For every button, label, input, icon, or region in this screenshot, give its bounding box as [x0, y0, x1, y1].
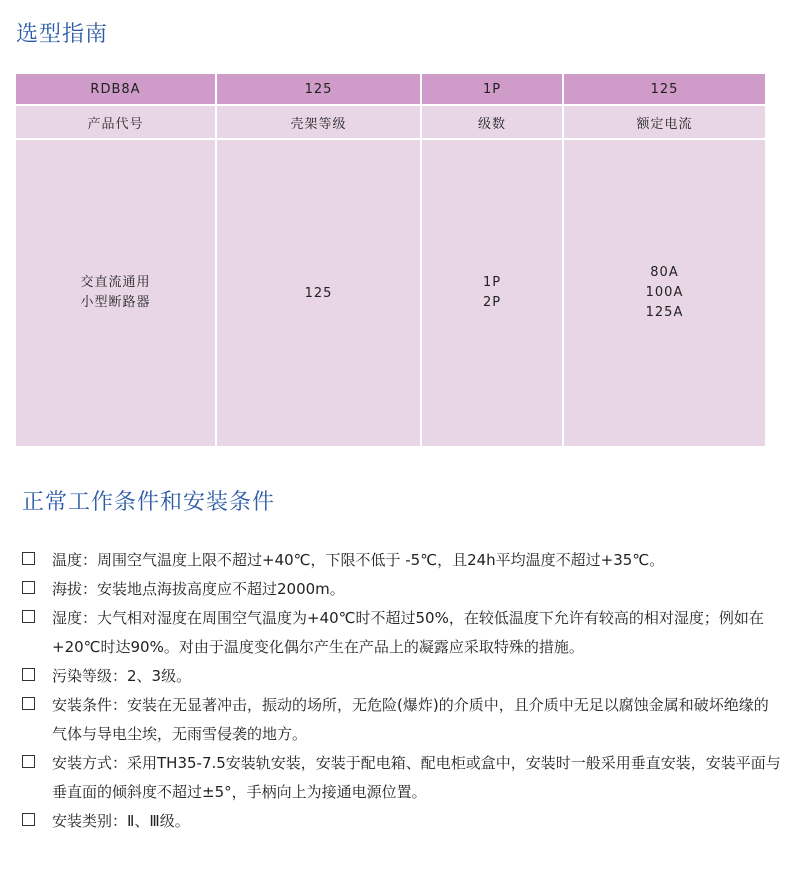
- checkbox-square-icon: [22, 697, 35, 710]
- product-name-line: 交直流通用: [80, 275, 151, 290]
- list-item: [22, 662, 782, 691]
- list-item: [22, 807, 782, 836]
- column-frame-rating: 壳架等级: [217, 106, 422, 138]
- table-header-row: [16, 74, 765, 104]
- condition-text: 海拔：安装地点海拔高度应不超过2000m。: [52, 580, 345, 598]
- pole-value: 2P: [482, 295, 502, 310]
- cell-frame-value: 125: [217, 140, 422, 446]
- list-item: [22, 749, 782, 807]
- table-subheader-row: [16, 106, 765, 138]
- condition-text: 安装条件：安装在无显著冲击，振动的场所，无危险(爆炸)的介质中，且介质中无足以腐蚀金属和破坏绝缘的气体与导电尘埃，无雨雪侵袭的地方。: [52, 696, 769, 743]
- cell-poles: [422, 140, 564, 446]
- selection-table: [16, 74, 765, 446]
- condition-text: 湿度：大气相对湿度在周围空气温度为+40℃时不超过50%，在较低温度下允许有较高的相对湿度；例如在+20℃时达90%。对由于温度变化偶尔产生在产品上的凝露应采取特殊的措施。: [52, 609, 764, 656]
- product-name-line: 小型断路器: [80, 295, 151, 310]
- header-frame: 125: [217, 74, 422, 104]
- condition-text: 温度：周围空气温度上限不超过+40℃，下限不低于 -5℃，且24h平均温度不超过+35℃。: [52, 551, 665, 569]
- condition-text: 安装类别：Ⅱ、Ⅲ级。: [52, 812, 190, 830]
- checkbox-square-icon: [22, 610, 35, 623]
- list-item: [22, 575, 782, 604]
- current-value: 125A: [645, 305, 684, 320]
- cell-product-name: [16, 140, 217, 446]
- column-product-code: 产品代号: [16, 106, 217, 138]
- list-item: [22, 546, 782, 575]
- header-model: RDB8A: [16, 74, 217, 104]
- cell-currents: [564, 140, 765, 446]
- pole-value: 1P: [482, 275, 502, 290]
- condition-text: 安装方式：采用TH35-7.5安装轨安装，安装于配电箱、配电柜或盒中，安装时一般采用垂直安装，安装平面与垂直面的倾斜度不超过±5°，手柄向上为接通电源位置。: [52, 754, 781, 801]
- list-item: [22, 691, 782, 749]
- conditions-list: [22, 546, 782, 836]
- condition-text: 污染等级：2、3级。: [52, 667, 192, 685]
- checkbox-square-icon: [22, 755, 35, 768]
- header-current: 125: [650, 81, 679, 97]
- conditions-title: 正常工作条件和安装条件: [22, 490, 276, 515]
- header-poles: 1P: [422, 74, 564, 104]
- checkbox-square-icon: [22, 813, 35, 826]
- checkbox-square-icon: [22, 581, 35, 594]
- current-value: 80A: [650, 265, 679, 280]
- list-item: [22, 604, 782, 662]
- checkbox-square-icon: [22, 668, 35, 681]
- column-pole-count: 级数: [422, 106, 564, 138]
- selection-guide-title: 选型指南: [16, 22, 109, 47]
- checkbox-square-icon: [22, 552, 35, 565]
- table-row: [16, 140, 765, 446]
- current-value: 100A: [645, 285, 684, 300]
- column-rated-current: 额定电流: [636, 116, 693, 132]
